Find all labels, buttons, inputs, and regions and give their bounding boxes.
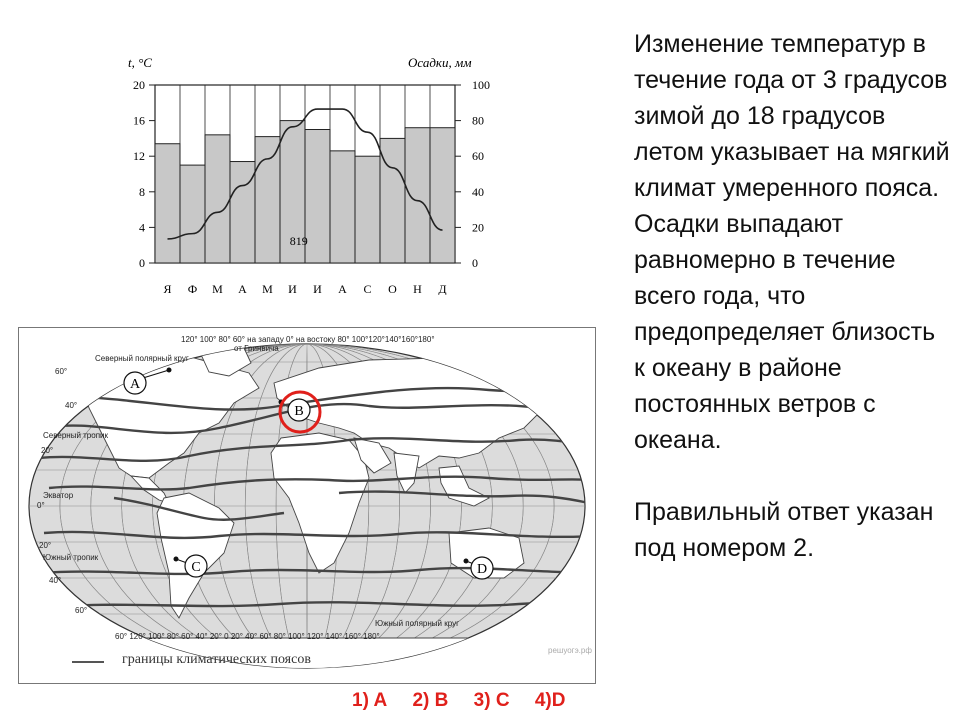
explanation-text: Изменение температур в течение года от 3 градусов зимой до 18 градусов летом указывает на мягкий климат умеренного пояса. Осадки выпадают равномерно в течение всего года, что предопределяет близость к океану в районе постоянных ветров с океана. Правильный ответ указан под номером 2.: [634, 30, 950, 562]
month-label: А: [338, 282, 347, 295]
right-tick-label: 100: [472, 78, 490, 92]
answer-option-1[interactable]: 1) A: [352, 690, 388, 711]
lat-0-label: 0°: [37, 501, 45, 510]
climate-chart: [110, 45, 505, 295]
right-tick-label: 60: [472, 149, 484, 164]
month-label: Д: [438, 282, 447, 295]
precip-bar: [330, 151, 355, 263]
right-tick-label: 0: [472, 256, 478, 270]
lat-20s-label: 20°: [39, 541, 52, 550]
month-label: С: [363, 282, 372, 295]
chart-plot-area: [133, 78, 490, 295]
left-tick-label: 4: [139, 220, 145, 235]
point-c-label: C: [191, 560, 201, 575]
tropic-north-label: Северный тропик: [43, 431, 109, 440]
right-tick-label: 80: [472, 113, 484, 128]
month-label: М: [262, 282, 273, 295]
watermark: решуогэ.рф: [548, 646, 592, 655]
bottom-longitude-scale: 60° 120° 100° 80° 60° 40° 20° 0 20° 40° 60° 80° 100° 120° 140° 160° 180°: [115, 632, 380, 641]
left-tick-label: 16: [133, 113, 145, 128]
month-label: А: [238, 282, 247, 295]
lat-60s-label: 60°: [75, 606, 88, 615]
answer-option-4[interactable]: 4)D: [534, 690, 566, 711]
left-tick-label: 12: [133, 149, 145, 164]
precip-bar: [380, 138, 405, 263]
map-legend-text: границы климатических поясов: [122, 652, 311, 667]
equator-label: Экватор: [43, 491, 74, 500]
antarctic-circle-label: Южный полярный круг: [375, 619, 459, 628]
climate-belts-map: [18, 327, 596, 684]
world-map: [19, 328, 595, 683]
month-label: И: [313, 282, 322, 295]
top-longitude-scale: 120° 100° 80° 60° на западу 0° на востоку 80° 100°120°140°160°180°: [181, 335, 435, 344]
total-precipitation-label: 819: [289, 234, 308, 248]
right-tick-label: 40: [472, 184, 484, 199]
precip-bar: [430, 128, 455, 263]
tropic-south-label: Южный тропик: [43, 553, 99, 562]
answer-options: [352, 690, 585, 712]
right-tick-label: 20: [472, 220, 484, 235]
greenwich-label: от Гринвича: [234, 344, 279, 353]
left-tick-label: 8: [139, 184, 145, 199]
answer-option-2[interactable]: 2) B: [412, 690, 449, 711]
point-d-label: D: [476, 562, 488, 577]
lat-40n-label: 40°: [65, 401, 78, 410]
right-axis-label: Осадки, мм: [408, 55, 472, 70]
precip-bar: [180, 165, 205, 263]
left-axis-label: t, °C: [128, 55, 152, 70]
legend-line-sample: [72, 661, 104, 663]
precip-bar: [155, 144, 180, 263]
month-label: И: [288, 282, 297, 295]
precip-bar: [305, 130, 330, 264]
precip-bar: [255, 137, 280, 263]
point-b-label: B: [294, 404, 304, 419]
month-label: Я: [163, 282, 172, 295]
point-a-label: A: [129, 377, 141, 392]
arctic-circle-label: Северный полярный круг: [95, 354, 189, 363]
lat-20n-label: 20°: [41, 446, 54, 455]
precip-bar: [355, 156, 380, 263]
precip-bar: [230, 162, 255, 263]
precip-bar: [205, 135, 230, 263]
precip-bar: [405, 128, 430, 263]
left-tick-label: 20: [133, 78, 145, 92]
lat-40s-label: 40°: [49, 576, 62, 585]
month-label: О: [388, 282, 397, 295]
left-tick-label: 0: [139, 256, 145, 270]
month-label: М: [212, 282, 223, 295]
month-label: Н: [413, 282, 422, 295]
answer-option-3[interactable]: 3) C: [473, 690, 510, 711]
lat-60n-label: 60°: [55, 367, 68, 376]
month-label: Ф: [187, 282, 198, 295]
